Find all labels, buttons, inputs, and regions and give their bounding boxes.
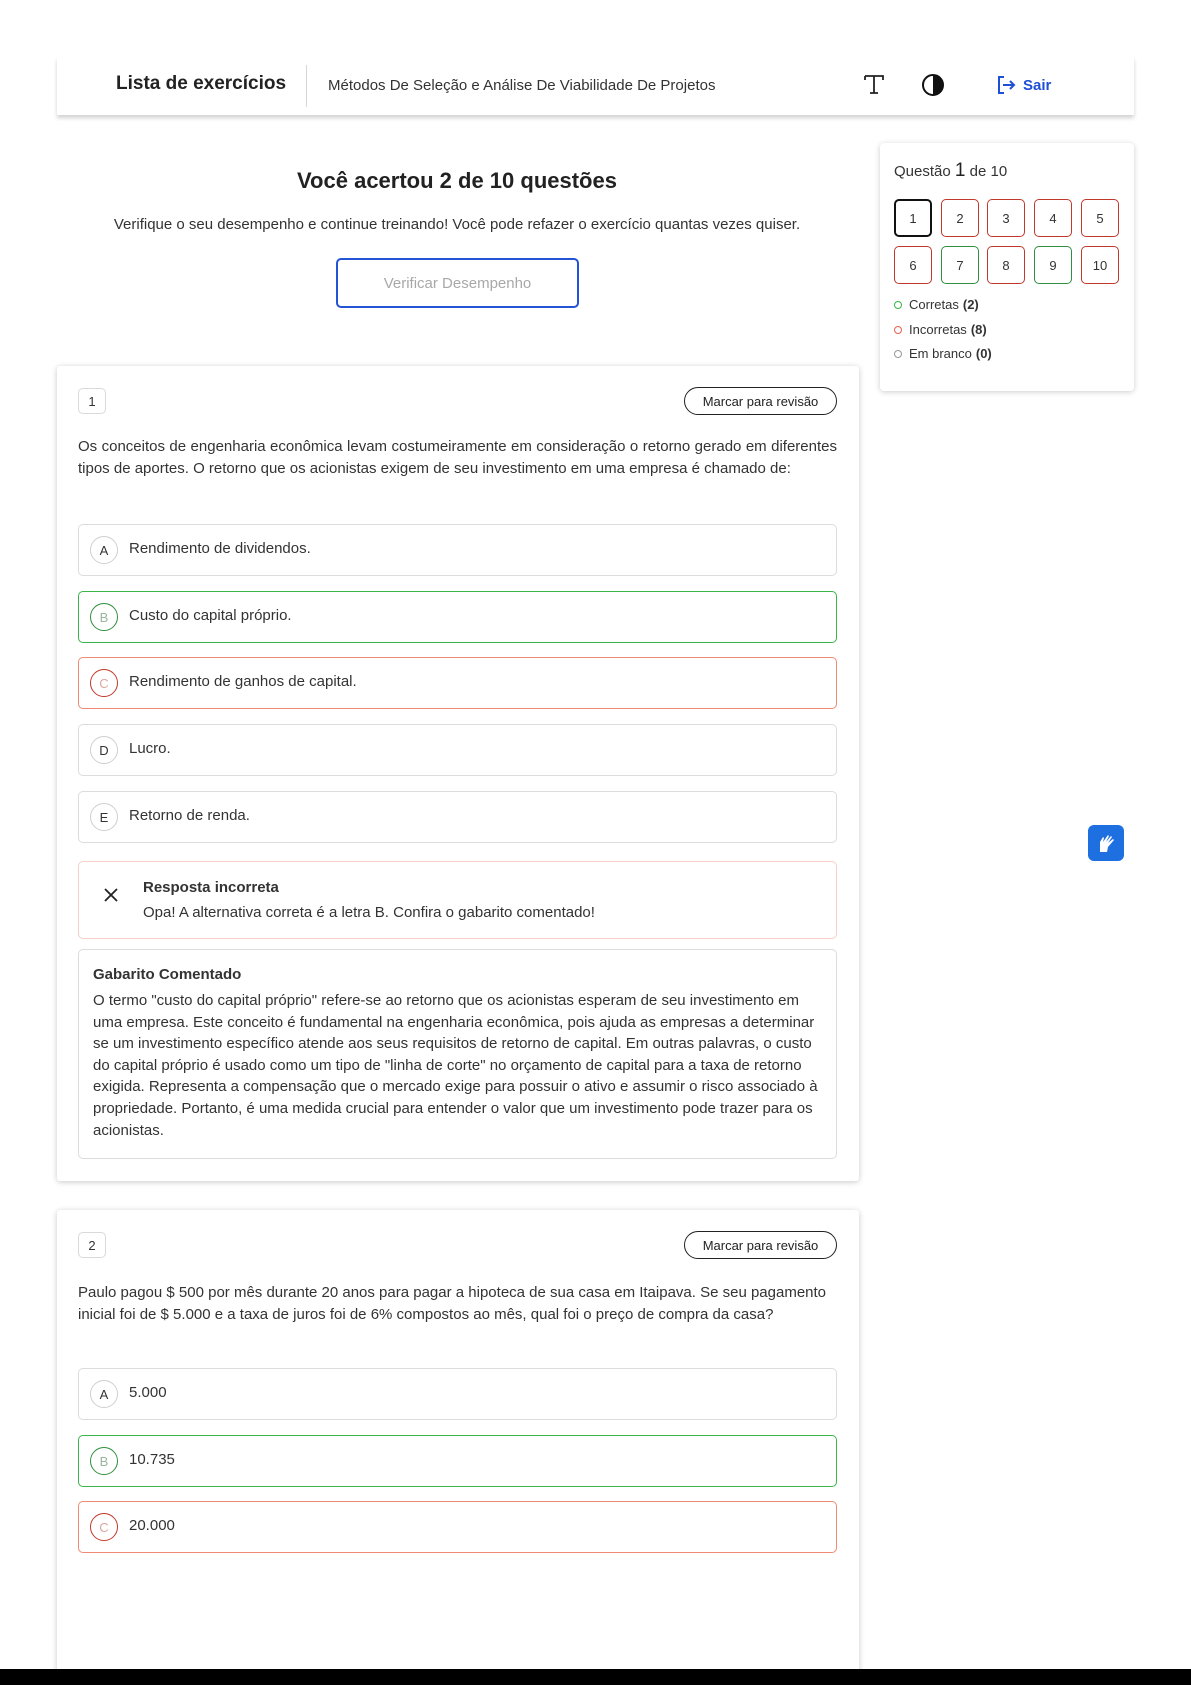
sign-language-icon: [1094, 831, 1118, 855]
legend-incorrect: [894, 322, 987, 337]
option-letter: B: [90, 603, 118, 631]
close-icon: [103, 887, 119, 903]
option-c[interactable]: [78, 657, 837, 709]
logout-label: Sair: [1023, 76, 1052, 94]
verify-performance-button[interactable]: Verificar Desempenho: [336, 258, 579, 308]
top-header: [57, 57, 1134, 115]
question-nav-button[interactable]: 5: [1081, 199, 1119, 237]
legend-count: (2): [962, 297, 979, 312]
bottom-bar: [0, 1669, 1191, 1685]
option-b[interactable]: [78, 591, 837, 643]
legend-blank: [894, 346, 992, 361]
legend-count: (0): [975, 346, 992, 361]
result-message: Verifique o seu desempenho e continue treinando! Você pode refazer o exercício quantas vezes quiser.: [113, 216, 801, 233]
option-text: Rendimento de dividendos.: [129, 540, 311, 557]
navigator-label: Questão: [894, 163, 951, 180]
legend-dot: [894, 326, 902, 334]
option-letter: D: [90, 736, 118, 764]
answer-feedback: [78, 861, 837, 939]
legend-label: Corretas: [909, 297, 959, 312]
legend-dot: [894, 350, 902, 358]
feedback-title: Resposta incorreta: [143, 879, 279, 896]
navigator-header: [894, 160, 1007, 182]
commented-answer-title: Gabarito Comentado: [93, 966, 242, 983]
option-text: Lucro.: [129, 740, 171, 757]
legend-label: Em branco: [909, 346, 972, 361]
question-card-2: [57, 1210, 859, 1680]
question-nav-button[interactable]: 10: [1081, 246, 1119, 284]
option-text: Retorno de renda.: [129, 807, 250, 824]
contrast-icon[interactable]: [920, 72, 946, 98]
navigator-total: de 10: [969, 163, 1008, 180]
question-navigator: [880, 143, 1134, 391]
navigator-current: 1: [954, 160, 966, 181]
course-title: Métodos De Seleção e Análise De Viabilidade De Projetos: [328, 77, 716, 94]
option-text: 10.735: [129, 1451, 175, 1468]
option-c[interactable]: [78, 1501, 837, 1553]
question-number: 1: [78, 388, 106, 414]
option-a[interactable]: [78, 1368, 837, 1420]
option-b[interactable]: [78, 1435, 837, 1487]
option-letter: A: [90, 536, 118, 564]
option-a[interactable]: [78, 524, 837, 576]
header-divider: [306, 65, 307, 107]
question-nav-button[interactable]: 3: [987, 199, 1025, 237]
result-title: Você acertou 2 de 10 questões: [297, 168, 617, 193]
logout-link[interactable]: [995, 72, 1051, 98]
option-text: 5.000: [129, 1384, 167, 1401]
question-nav-button[interactable]: 4: [1034, 199, 1072, 237]
question-nav-button[interactable]: 1: [894, 199, 932, 237]
option-text: Rendimento de ganhos de capital.: [129, 673, 357, 690]
mark-for-review-button[interactable]: Marcar para revisão: [684, 387, 837, 415]
question-text: Paulo pagou $ 500 por mês durante 20 anos para pagar a hipoteca de sua casa em Itaipava. Se seu pagamento inicial foi de $ 5.000 e a taxa de juros foi de 6% compostos ao mês, qual foi o preço de compra da casa?: [78, 1284, 827, 1323]
question-card-1: [57, 366, 859, 1181]
option-letter: C: [90, 669, 118, 697]
commented-answer-text: O termo "custo do capital próprio" refere-se ao retorno que os acionistas esperam de seu investimento em uma empresa. Este conceito é fundamental na engenharia econômica, pois ajuda as empresas a determinar se um investimento específico atende aos seus requisitos de retorno de capital. Em outras palavras, o custo do capital próprio é usado como um tipo de "linha de corte" no orçamento de capital para a taxa de retorno exigida. Representa a compensação que o mercado exige para possuir o ativo e assumir o risco associado à propriedade. Portanto, é uma medida crucial para entender o valor que um investimento pode trazer para os acionistas.: [93, 992, 818, 1139]
question-nav-button[interactable]: 9: [1034, 246, 1072, 284]
legend-label: Incorretas: [909, 322, 967, 337]
option-letter: A: [90, 1380, 118, 1408]
question-nav-button[interactable]: 8: [987, 246, 1025, 284]
option-e[interactable]: [78, 791, 837, 843]
question-nav-button[interactable]: 6: [894, 246, 932, 284]
mark-for-review-button[interactable]: Marcar para revisão: [684, 1231, 837, 1259]
legend-correct: [894, 297, 979, 312]
commented-answer: [78, 949, 837, 1159]
option-letter: C: [90, 1513, 118, 1541]
legend-count: (8): [970, 322, 987, 337]
legend-dot: [894, 301, 902, 309]
option-text: Custo do capital próprio.: [129, 607, 292, 624]
logout-icon: [995, 74, 1017, 96]
option-d[interactable]: [78, 724, 837, 776]
page-title: Lista de exercícios: [116, 73, 287, 94]
font-size-icon[interactable]: [861, 71, 887, 97]
question-text: Os conceitos de engenharia econômica levam costumeiramente em consideração o retorno gerado em diferentes tipos de aportes. O retorno que os acionistas exigem de seu investimento em uma empresa é chamado de:: [78, 438, 837, 477]
accessibility-button[interactable]: [1088, 825, 1124, 861]
feedback-text: Opa! A alternativa correta é a letra B. Confira o gabarito comentado!: [143, 904, 595, 921]
option-text: 20.000: [129, 1517, 175, 1534]
question-number: 2: [78, 1232, 106, 1258]
question-nav-button[interactable]: 2: [941, 199, 979, 237]
option-letter: E: [90, 803, 118, 831]
question-nav-button[interactable]: 7: [941, 246, 979, 284]
option-letter: B: [90, 1447, 118, 1475]
